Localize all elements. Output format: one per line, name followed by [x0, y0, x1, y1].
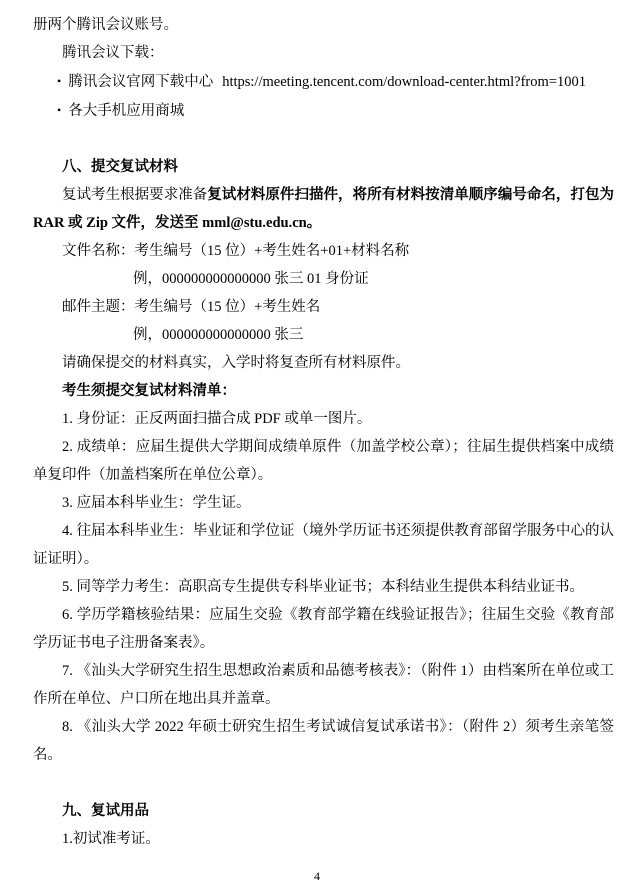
authenticity-note: 请确保提交的材料真实，入学时将复查所有材料原件。 [62, 355, 410, 371]
file-name-example: 例，000000000000000 张三 01 身份证 [133, 271, 369, 287]
bullet-icon: • [57, 103, 62, 117]
checklist-item-6-verification-result: 6. 学历学籍核验结果：应届生交验《教育部学籍在线验证报告》；往届生交验《教育部学历证书电子注册备案表》。 [33, 607, 614, 651]
bullet-icon: • [57, 74, 62, 88]
download-center-url[interactable]: https://meeting.tencent.com/download-center.html?from=1001 [222, 74, 586, 90]
intro-bold-text: 复试材料原件扫描件，将所有材料按清单顺序编号命名，打包为 RAR 或 Zip 文件，发送至 mml@stu.edu.cn。 [33, 187, 615, 231]
mail-subject-rule: 邮件主题：考生编号（15 位）+考生姓名 [62, 299, 321, 315]
mail-subject-example: 例，000000000000000 张三 [133, 327, 304, 343]
section-heading-9-retest-supplies: 九、复试用品 [62, 803, 149, 819]
bullet-label: 各大手机应用商城 [68, 103, 185, 119]
checklist-item-3-current-graduates: 3. 应届本科毕业生：学生证。 [62, 495, 251, 511]
page-number: 4 [314, 869, 320, 883]
checklist-item-5-equivalent-qualification: 5. 同等学力考生：高职高专生提供专科毕业证书；本科结业生提供本科结业证书。 [62, 579, 584, 595]
checklist-item-7-political-assessment-form: 7. 《汕头大学研究生招生思想政治素质和品德考核表》：（附件 1）由档案所在单位或工作所在单位、户口所在地出具并盖章。 [33, 663, 614, 707]
checklist-item-2-transcript: 2. 成绩单：应届生提供大学期间成绩单原件（加盖学校公章）；往届生提供档案中成绩单复印件（加盖档案所在单位公章）。 [33, 439, 614, 483]
bullet-item-download-center [33, 67, 614, 96]
tencent-meeting-download-label: 腾讯会议下载： [62, 45, 164, 61]
file-name-rule: 文件名称：考生编号（15 位）+考生姓名+01+材料名称 [62, 243, 410, 259]
checklist-item-4-previous-graduates: 4. 往届本科毕业生：毕业证和学位证（境外学历证书还须提供教育部留学服务中心的认证证明）。 [33, 523, 614, 567]
checklist-heading: 考生须提交复试材料清单： [62, 383, 236, 399]
checklist-item-1-id-card: 1. 身份证：正反两面扫描合成 PDF 或单一图片。 [62, 411, 372, 427]
retest-supplies-item-1: 1.初试准考证。 [62, 831, 160, 847]
section-heading-8-submit-materials: 八、提交复试材料 [62, 159, 178, 175]
paragraph-continuation: 册两个腾讯会议账号。 [33, 17, 178, 33]
bullet-label: 腾讯会议官网下载中心 [68, 74, 214, 90]
bullet-item-app-stores [33, 96, 614, 125]
intro-regular-text: 复试考生根据要求准备 [62, 187, 208, 203]
submit-materials-intro [33, 181, 614, 237]
checklist-item-8-integrity-commitment: 8. 《汕头大学 2022 年硕士研究生招生考试诚信复试承诺书》：（附件 2）须考生亲笔签名。 [33, 719, 614, 763]
